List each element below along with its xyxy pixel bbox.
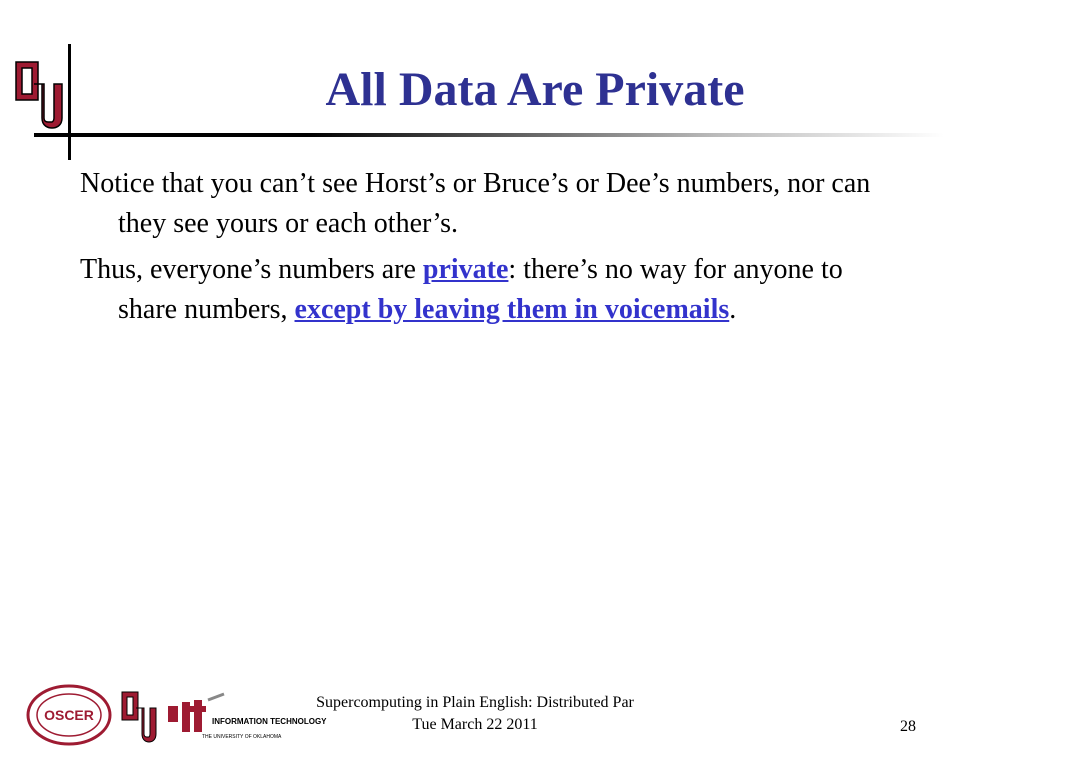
oscer-logo-icon bbox=[26, 684, 112, 746]
header-horizontal-rule bbox=[34, 133, 944, 137]
bullet-2-prefix: Thus, everyone’s numbers are bbox=[80, 254, 423, 285]
slide-body bbox=[80, 164, 900, 336]
slide-title: All Data Are Private bbox=[325, 63, 745, 116]
private-link[interactable]: private bbox=[422, 254, 509, 285]
bullet-1: Notice that you can’t see Horst’s or Bruce’s or Dee’s numbers, nor can they see yours or each other’s. bbox=[80, 168, 871, 239]
oscer-logo-text: OSCER bbox=[44, 707, 94, 723]
it-logo-sub: THE UNIVERSITY OF OKLAHOMA bbox=[202, 734, 282, 740]
footer-line-1: Supercomputing in Plain English: Distributed Par bbox=[316, 694, 634, 711]
ou-small-logo-icon bbox=[120, 688, 162, 746]
footer-text bbox=[230, 692, 720, 736]
bullet-2 bbox=[80, 250, 900, 330]
bullet-2-middle: : there’s no way for anyone to share numbers, bbox=[118, 254, 843, 325]
bullet-2-suffix: . bbox=[729, 294, 737, 325]
footer-line-2: Tue March 22 2011 bbox=[412, 716, 538, 733]
voicemails-link[interactable]: except by leaving them in voicemails bbox=[294, 294, 730, 325]
it-logo-text: INFORMATION TECHNOLOGY bbox=[212, 717, 327, 726]
page-number: 28 bbox=[900, 718, 916, 735]
